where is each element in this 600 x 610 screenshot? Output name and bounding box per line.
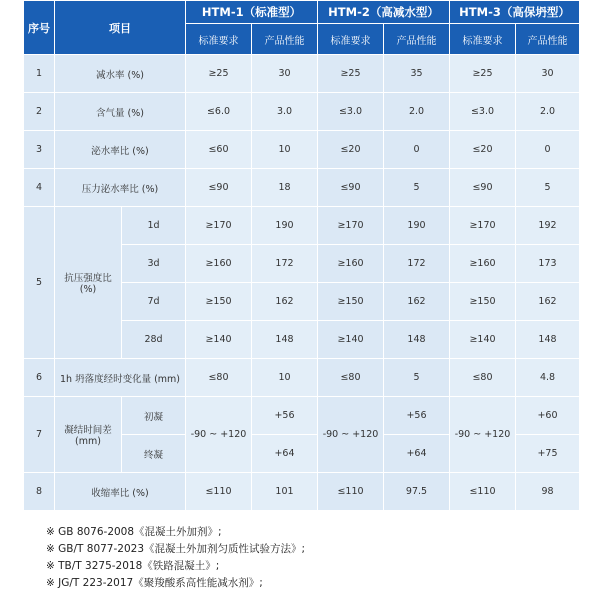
std-value: ≤90 [450, 169, 515, 206]
header-perf-3: 产品性能 [516, 24, 579, 54]
std-value: ≤110 [186, 473, 251, 510]
perf-value: 4.8 [516, 359, 579, 396]
perf-value: 10 [252, 359, 317, 396]
std-value: ≤80 [450, 359, 515, 396]
header-htm2: HTM-2（高减水型） [318, 1, 449, 23]
final-set-label: 终凝 [122, 435, 185, 472]
row-item: 减水率 (%) [55, 55, 185, 92]
std-value: ≤60 [186, 131, 251, 168]
note-item: ※ GB/T 8077-2023《混凝土外加剂匀质性试验方法》; [46, 543, 306, 555]
std-value: ≥160 [450, 245, 515, 282]
std-value: ≤3.0 [318, 93, 383, 130]
std-value: ≤80 [186, 359, 251, 396]
row-no: 5 [24, 207, 54, 358]
row-item: 凝结时间差 (mm) [55, 397, 121, 472]
table-row [24, 93, 579, 130]
std-value: ≥170 [450, 207, 515, 244]
row-item: 抗压强度比 (%) [55, 207, 121, 358]
perf-value: +64 [252, 435, 317, 472]
perf-value: +56 [252, 397, 317, 434]
perf-value: 148 [384, 321, 449, 358]
table-row [24, 207, 579, 244]
age-label: 3d [122, 245, 185, 282]
perf-value: 190 [252, 207, 317, 244]
std-value: ≤20 [318, 131, 383, 168]
perf-value: 2.0 [516, 93, 579, 130]
row-item: 1h 坍落度经时变化量 (mm) [55, 359, 185, 396]
header-std-1: 标准要求 [186, 24, 251, 54]
table-row [24, 397, 579, 434]
header-perf-1: 产品性能 [252, 24, 317, 54]
header-perf-2: 产品性能 [384, 24, 449, 54]
table-row [24, 169, 579, 206]
perf-value: 148 [252, 321, 317, 358]
perf-value: 172 [252, 245, 317, 282]
std-value: ≥160 [186, 245, 251, 282]
row-item: 收缩率比 (%) [55, 473, 185, 510]
std-value: ≥25 [318, 55, 383, 92]
perf-value: 148 [516, 321, 579, 358]
row-no: 7 [24, 397, 54, 472]
std-value: ≤80 [318, 359, 383, 396]
std-value: -90 ~ +120 [318, 397, 383, 472]
perf-value: 173 [516, 245, 579, 282]
std-value: ≤3.0 [450, 93, 515, 130]
perf-value: 0 [384, 131, 449, 168]
perf-value: 0 [516, 131, 579, 168]
perf-value: 162 [384, 283, 449, 320]
header-htm1: HTM-1（标准型） [186, 1, 317, 23]
perf-value: 30 [252, 55, 317, 92]
row-no: 3 [24, 131, 54, 168]
perf-value: 162 [516, 283, 579, 320]
perf-value: 30 [516, 55, 579, 92]
std-value: ≤90 [186, 169, 251, 206]
perf-value: 101 [252, 473, 317, 510]
std-value: ≥140 [186, 321, 251, 358]
perf-value: 2.0 [384, 93, 449, 130]
header-htm3: HTM-3（高保坍型） [450, 1, 579, 23]
table-row [24, 55, 579, 92]
perf-value: 3.0 [252, 93, 317, 130]
std-value: ≥140 [450, 321, 515, 358]
perf-value: 5 [516, 169, 579, 206]
std-value: ≥150 [450, 283, 515, 320]
table-row [24, 359, 579, 396]
age-label: 7d [122, 283, 185, 320]
row-no: 8 [24, 473, 54, 510]
perf-value: 172 [384, 245, 449, 282]
perf-value: 5 [384, 169, 449, 206]
perf-value: 190 [384, 207, 449, 244]
age-label: 28d [122, 321, 185, 358]
row-no: 2 [24, 93, 54, 130]
row-no: 1 [24, 55, 54, 92]
perf-value: 98 [516, 473, 579, 510]
perf-value: 5 [384, 359, 449, 396]
std-value: ≥25 [450, 55, 515, 92]
std-value: ≥170 [186, 207, 251, 244]
initial-set-label: 初凝 [122, 397, 185, 434]
row-item: 含气量 (%) [55, 93, 185, 130]
std-value: -90 ~ +120 [450, 397, 515, 472]
std-value: ≤90 [318, 169, 383, 206]
std-value: ≥160 [318, 245, 383, 282]
std-value: ≤110 [450, 473, 515, 510]
table-row [24, 473, 579, 510]
std-value: ≥150 [186, 283, 251, 320]
perf-value: +60 [516, 397, 579, 434]
std-value: ≥25 [186, 55, 251, 92]
perf-value: 192 [516, 207, 579, 244]
table-row [24, 131, 579, 168]
header-std-3: 标准要求 [450, 24, 515, 54]
row-item: 压力泌水率比 (%) [55, 169, 185, 206]
row-item: 泌水率比 (%) [55, 131, 185, 168]
perf-value: +56 [384, 397, 449, 434]
row-no: 4 [24, 169, 54, 206]
std-value: -90 ~ +120 [186, 397, 251, 472]
std-value: ≤20 [450, 131, 515, 168]
perf-value: 97.5 [384, 473, 449, 510]
perf-value: +64 [384, 435, 449, 472]
header-no: 序号 [24, 1, 54, 54]
std-value: ≤110 [318, 473, 383, 510]
header-std-2: 标准要求 [318, 24, 383, 54]
standards-notes [46, 524, 600, 592]
note-item: ※ TB/T 3275-2018《铁路混凝土》; [46, 560, 220, 572]
note-item: ※ JG/T 223-2017《聚羧酸系高性能减水剂》; [46, 577, 263, 589]
perf-value: 162 [252, 283, 317, 320]
perf-value: 10 [252, 131, 317, 168]
perf-value: 18 [252, 169, 317, 206]
std-value: ≥140 [318, 321, 383, 358]
std-value: ≤6.0 [186, 93, 251, 130]
age-label: 1d [122, 207, 185, 244]
row-no: 6 [24, 359, 54, 396]
std-value: ≥170 [318, 207, 383, 244]
header-item: 项目 [55, 1, 185, 54]
std-value: ≥150 [318, 283, 383, 320]
performance-table [23, 0, 580, 511]
note-item: ※ GB 8076-2008《混凝土外加剂》; [46, 526, 222, 538]
perf-value: +75 [516, 435, 579, 472]
perf-value: 35 [384, 55, 449, 92]
